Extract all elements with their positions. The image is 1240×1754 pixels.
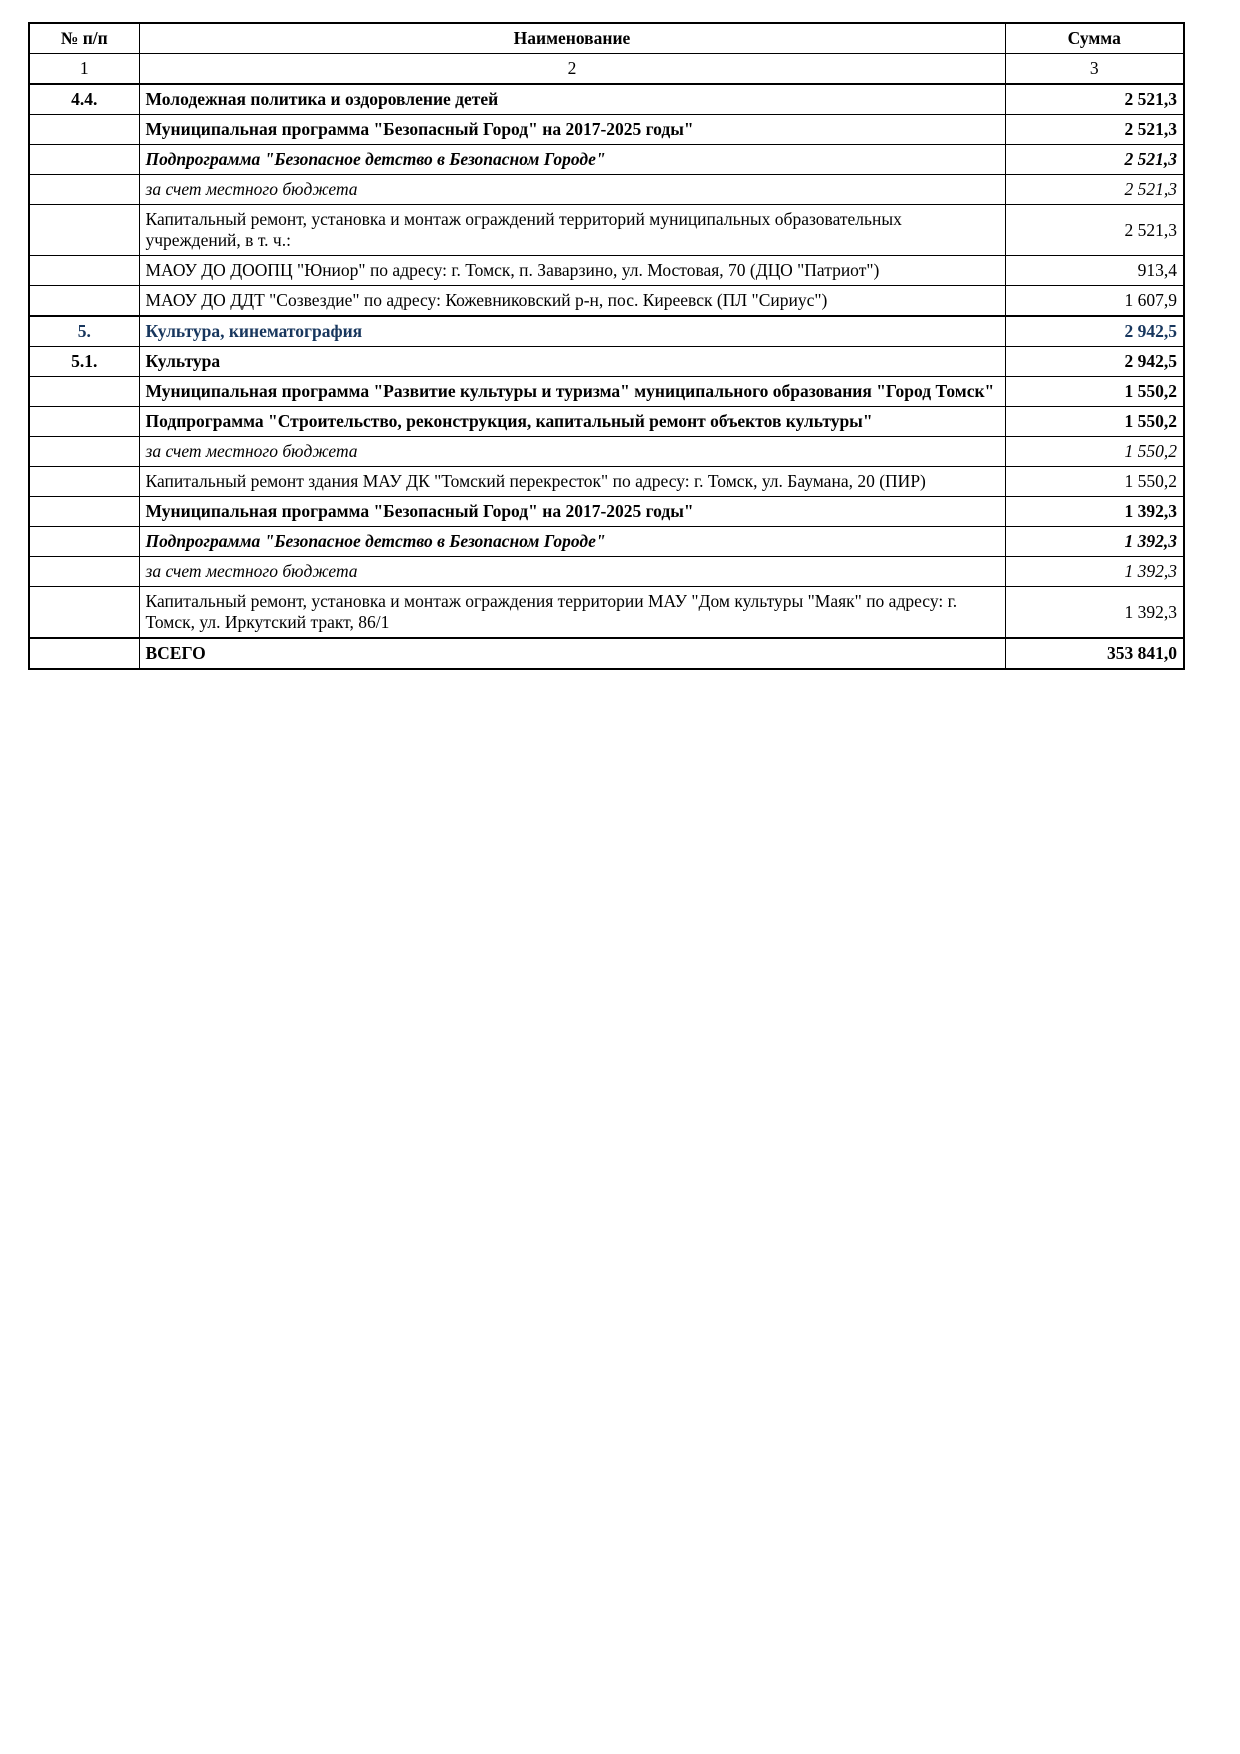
cell-number bbox=[29, 115, 139, 145]
cell-number bbox=[29, 557, 139, 587]
table-row bbox=[29, 145, 1184, 175]
table-row bbox=[29, 497, 1184, 527]
cell-number bbox=[29, 377, 139, 407]
table-row bbox=[29, 557, 1184, 587]
cell-name: Капитальный ремонт, установка и монтаж ограждений территорий муниципальных образовательных учреждений, в т. ч.: bbox=[139, 205, 1005, 256]
cell-sum: 913,4 bbox=[1005, 256, 1184, 286]
table-row bbox=[29, 587, 1184, 639]
cell-name: Подпрограмма "Безопасное детство в Безопасном Городе" bbox=[139, 527, 1005, 557]
cell-number bbox=[29, 205, 139, 256]
cell-number bbox=[29, 437, 139, 467]
cell-sum: 1 550,2 bbox=[1005, 467, 1184, 497]
cell-number bbox=[29, 467, 139, 497]
cell-number: 4.4. bbox=[29, 84, 139, 115]
cell-name: Подпрограмма "Строительство, реконструкция, капитальный ремонт объектов культуры" bbox=[139, 407, 1005, 437]
cell-sum: 1 550,2 bbox=[1005, 437, 1184, 467]
table-row bbox=[29, 316, 1184, 347]
column-number-1: 1 bbox=[29, 54, 139, 85]
header-cell-name: Наименование bbox=[139, 23, 1005, 54]
cell-sum: 1 392,3 bbox=[1005, 557, 1184, 587]
cell-name: за счет местного бюджета bbox=[139, 175, 1005, 205]
cell-number bbox=[29, 286, 139, 317]
cell-number bbox=[29, 256, 139, 286]
cell-sum: 353 841,0 bbox=[1005, 638, 1184, 669]
cell-number bbox=[29, 175, 139, 205]
cell-sum: 1 392,3 bbox=[1005, 527, 1184, 557]
document-page bbox=[0, 0, 1240, 670]
cell-name: за счет местного бюджета bbox=[139, 437, 1005, 467]
cell-number bbox=[29, 527, 139, 557]
cell-sum: 2 521,3 bbox=[1005, 205, 1184, 256]
table-row bbox=[29, 638, 1184, 669]
table-row bbox=[29, 256, 1184, 286]
cell-number bbox=[29, 638, 139, 669]
table-row bbox=[29, 527, 1184, 557]
table-row bbox=[29, 286, 1184, 317]
cell-sum: 1 550,2 bbox=[1005, 407, 1184, 437]
column-number-3: 3 bbox=[1005, 54, 1184, 85]
table-row bbox=[29, 407, 1184, 437]
cell-number bbox=[29, 587, 139, 639]
cell-name: Капитальный ремонт здания МАУ ДК "Томский перекресток" по адресу: г. Томск, ул. Баумана, 20 (ПИР) bbox=[139, 467, 1005, 497]
cell-number: 5. bbox=[29, 316, 139, 347]
cell-number bbox=[29, 497, 139, 527]
cell-name: МАОУ ДО ДООПЦ "Юниор" по адресу: г. Томск, п. Заварзино, ул. Мостовая, 70 (ДЦО "Патриот") bbox=[139, 256, 1005, 286]
cell-sum: 2 521,3 bbox=[1005, 145, 1184, 175]
cell-sum: 2 942,5 bbox=[1005, 347, 1184, 377]
cell-sum: 1 550,2 bbox=[1005, 377, 1184, 407]
cell-sum: 2 942,5 bbox=[1005, 316, 1184, 347]
table-row bbox=[29, 377, 1184, 407]
cell-name: Культура, кинематография bbox=[139, 316, 1005, 347]
cell-name: Молодежная политика и оздоровление детей bbox=[139, 84, 1005, 115]
cell-name: Муниципальная программа "Развитие культуры и туризма" муниципального образования "Город Томск" bbox=[139, 377, 1005, 407]
cell-sum: 2 521,3 bbox=[1005, 84, 1184, 115]
cell-sum: 2 521,3 bbox=[1005, 115, 1184, 145]
cell-name: Муниципальная программа "Безопасный Город" на 2017-2025 годы" bbox=[139, 115, 1005, 145]
cell-sum: 1 392,3 bbox=[1005, 587, 1184, 639]
cell-name: Капитальный ремонт, установка и монтаж ограждения территории МАУ "Дом культуры "Маяк" по адресу: г. Томск, ул. Иркутский тракт, 86/1 bbox=[139, 587, 1005, 639]
cell-number: 5.1. bbox=[29, 347, 139, 377]
cell-name: Муниципальная программа "Безопасный Город" на 2017-2025 годы" bbox=[139, 497, 1005, 527]
table-row bbox=[29, 84, 1184, 115]
table-row bbox=[29, 437, 1184, 467]
cell-number bbox=[29, 145, 139, 175]
column-number-row bbox=[29, 54, 1184, 85]
table-row bbox=[29, 467, 1184, 497]
table-row bbox=[29, 205, 1184, 256]
cell-name: за счет местного бюджета bbox=[139, 557, 1005, 587]
table-header bbox=[29, 23, 1184, 84]
table-row bbox=[29, 115, 1184, 145]
header-row bbox=[29, 23, 1184, 54]
cell-name: МАОУ ДО ДДТ "Созвездие" по адресу: Кожевниковский р-н, пос. Киреевск (ПЛ "Сириус") bbox=[139, 286, 1005, 317]
cell-name: ВСЕГО bbox=[139, 638, 1005, 669]
cell-sum: 1 392,3 bbox=[1005, 497, 1184, 527]
cell-name: Подпрограмма "Безопасное детство в Безопасном Городе" bbox=[139, 145, 1005, 175]
column-number-2: 2 bbox=[139, 54, 1005, 85]
header-cell-number: № п/п bbox=[29, 23, 139, 54]
table-row bbox=[29, 175, 1184, 205]
cell-sum: 2 521,3 bbox=[1005, 175, 1184, 205]
cell-sum: 1 607,9 bbox=[1005, 286, 1184, 317]
table-body bbox=[29, 84, 1184, 669]
table-row bbox=[29, 347, 1184, 377]
header-cell-sum: Сумма bbox=[1005, 23, 1184, 54]
cell-name: Культура bbox=[139, 347, 1005, 377]
budget-table bbox=[28, 22, 1185, 670]
cell-number bbox=[29, 407, 139, 437]
